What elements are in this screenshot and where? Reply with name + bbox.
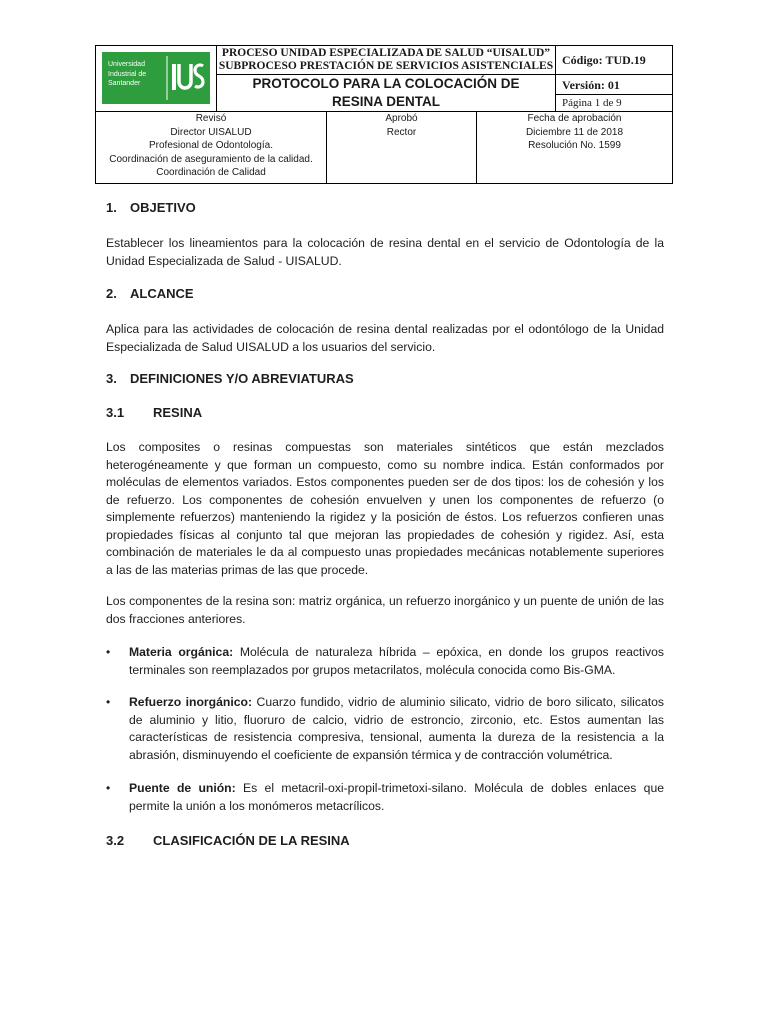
document-title-line-1: PROTOCOLO PARA LA COLOCACIÓN DE: [252, 76, 520, 91]
bullet-icon: •: [106, 781, 111, 795]
list-item-text: [129, 780, 664, 815]
document-header-table: [95, 45, 673, 184]
resolution-number: Resolución No. 1599: [528, 140, 621, 151]
document-version: Versión: 01: [556, 75, 672, 95]
approver: Rector: [386, 126, 417, 138]
alcance-paragraph: Aplica para las actividades de colocación de resina dental realizadas por el odontólogo de la Unidad Especializada de Salud UISALUD a los usuarios del servicio.: [106, 322, 664, 354]
list-item-term: Materia orgánica:: [129, 645, 234, 659]
bullet-icon: •: [106, 645, 111, 659]
section-title: CLASIFICACIÓN DE LA RESINA: [153, 833, 350, 848]
objetivo-paragraph: Establecer los lineamientos para la colocación de resina dental en el servicio de Odontología de la Unidad Especializada de Salud - UISALUD.: [106, 236, 664, 268]
section-title: OBJETIVO: [130, 200, 196, 215]
page-number: Página 1 de 9: [556, 95, 672, 112]
section-title: RESINA: [153, 405, 203, 420]
section-heading-clasificacion: [106, 833, 350, 848]
reviewer: Coordinación de aseguramiento de la calidad.: [109, 153, 313, 165]
list-item-description: Cuarzo fundido, vidrio de aluminio silicato, vidrio de boro silicato, silicatos de aluminio y litio, fluoruro de calcio, vidrio de estroncio, zirconio, etc. Estos aumentan las características de resistencia compresiva, tensional, aumenta la dureza de la resistencia a la abrasión, disminuyendo el coeficiente de expansión térmica y de contracción volumétrica.: [129, 695, 665, 762]
document-title: [217, 75, 556, 112]
resina-paragraph-1: Los composites o resinas compuestas son materiales sintéticos que están mezclados heterogéneamente y que forman un compuesto, como su nombre indica. Están conformados por moléculas de elementos variados. Estos componentes pueden ser de dos tipos: los de cohesión y los de refuerzo. Los componentes de cohesión envuelven y unen los componentes de refuerzo (o simplemente refuerzos) manteniendo la rigidez y la posición de éstos. Los refuerzos confieren unas propiedades físicas al conjunto tal que mejoran las propiedades de cohesión y rigidez. Así, esta combinación de materiales le da al compuesto unas propiedades mecánicas notablemente superiores a las de las materias primas de las que procede.: [106, 440, 664, 577]
approval-date-label: Fecha de aprobación: [527, 113, 622, 124]
section-title: ALCANCE: [130, 286, 194, 301]
list-item-term: Puente de unión:: [129, 781, 236, 795]
reviewer: Profesional de Odontología.: [149, 140, 273, 151]
approval-date-cell: [477, 112, 672, 183]
uis-emblem-icon: [166, 55, 206, 101]
process-line-2: SUBPROCESO PRESTACIÓN DE SERVICIOS ASISTENCIALES: [218, 60, 554, 72]
document-title-line-2: RESINA DENTAL: [332, 94, 440, 109]
uis-logo: [102, 52, 210, 104]
reviewed-by-label: Revisó: [195, 113, 227, 124]
section-heading-objetivo: [106, 200, 196, 215]
logo-text-line: Santander: [108, 80, 141, 87]
approved-by-label: Aprobó: [385, 113, 418, 124]
reviewer: Director UISALUD: [170, 126, 252, 138]
reviewed-by-cell: [96, 112, 327, 183]
section-heading-definiciones: [106, 371, 354, 386]
list-item-term: Refuerzo inorgánico:: [129, 695, 253, 709]
section-number: 2.: [106, 286, 117, 301]
logo-text-line: Universidad: [108, 61, 145, 68]
approval-date: Diciembre 11 de 2018: [525, 126, 624, 138]
section-number: 3.2: [106, 833, 125, 848]
logo-text: [108, 60, 158, 89]
bullet-icon: •: [106, 695, 111, 709]
section-heading-resina: [106, 405, 202, 420]
section-number: 3.1: [106, 405, 125, 420]
reviewer: Coordinación de Calidad: [156, 167, 266, 178]
section-number: 3.: [106, 371, 117, 386]
list-item-text: [129, 644, 664, 679]
resina-paragraph-2: Los componentes de la resina son: matriz orgánica, un refuerzo inorgánico y un puente de unión de las dos fracciones anteriores.: [106, 594, 664, 626]
document-code: Código: TUD.19: [556, 46, 672, 75]
process-line-1: PROCESO UNIDAD ESPECIALIZADA DE SALUD “UISALUD”: [221, 47, 551, 59]
logo-text-line: Industrial de: [108, 70, 147, 78]
approved-by-cell: [327, 112, 477, 183]
section-number: 1.: [106, 200, 117, 215]
list-item-description: Molécula de naturaleza híbrida – epóxica, en donde los grupos reactivos terminales son reemplazados por grupos metacrilatos, molécula conocida como Bis-GMA.: [129, 645, 664, 677]
list-item-text: [129, 694, 664, 764]
logo-cell: [96, 46, 217, 112]
process-title: [217, 46, 556, 75]
section-title: DEFINICIONES Y/O ABREVIATURAS: [130, 371, 354, 386]
list-item-description: Es el metacril-oxi-propil-trimetoxi-silano. Molécula de dobles enlaces que permite la unión a los monómeros metacrílicos.: [129, 781, 664, 813]
section-heading-alcance: [106, 286, 194, 301]
